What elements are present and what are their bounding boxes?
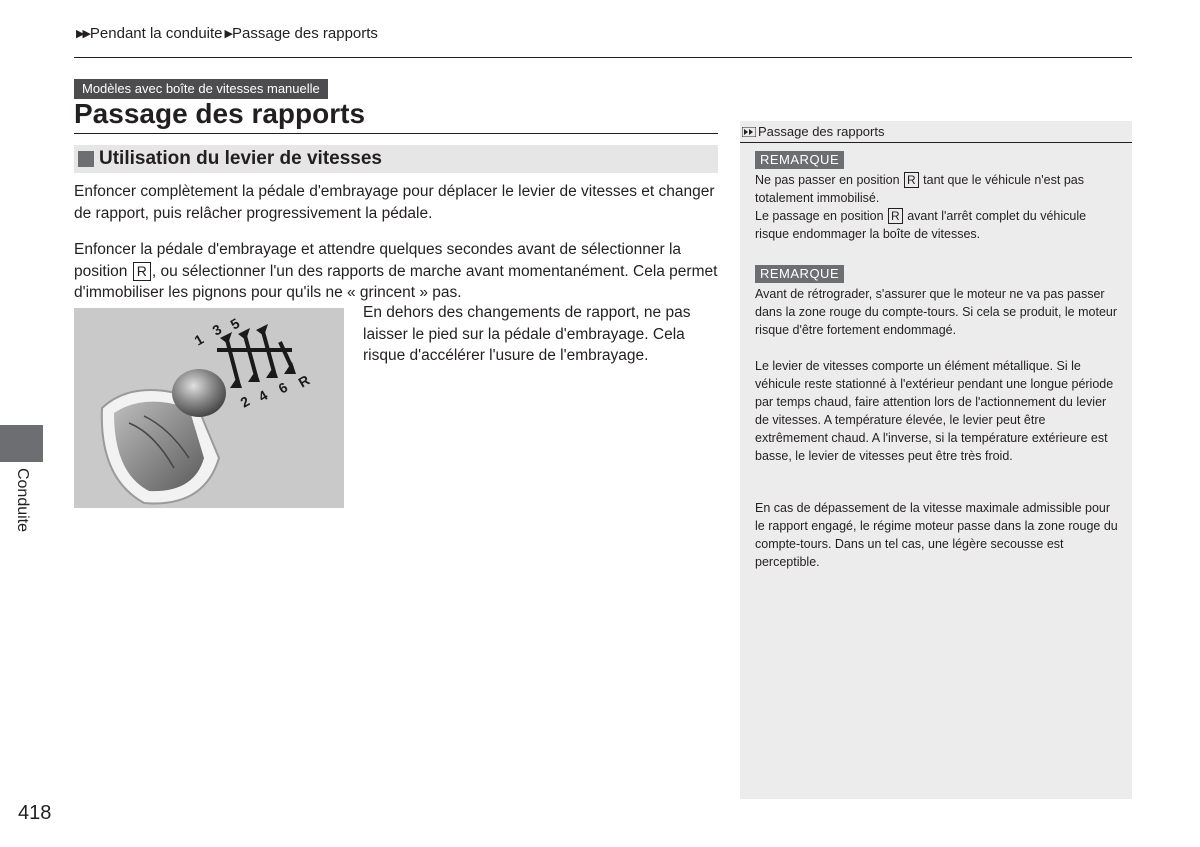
- remark-text: Avant de rétrograder, s'assurer que le moteur ne va pas passer dans la zone rouge du compte-tours. Si cela se produit, le moteur risque d'être fortement endommagé.: [755, 287, 1118, 337]
- reverse-key-icon: R: [904, 172, 919, 188]
- sidebar-header: [740, 121, 1132, 143]
- breadcrumb-arrow-icon: ▶: [224, 28, 231, 40]
- note-overspeed: En cas de dépassement de la vitesse maximale admissible pour le rapport engagé, le régime moteur passe dans la zone rouge du compte-tours. Dans un tel cas, une légère secousse est perceptible.: [755, 501, 1118, 569]
- breadcrumb-arrow-icon: ▶▶: [76, 28, 89, 40]
- gear-label-3: 3: [209, 320, 225, 339]
- gear-label-r: R: [295, 371, 313, 391]
- gear-label-5: 5: [227, 314, 243, 333]
- remark-text: [755, 207, 1120, 243]
- remark-text: [755, 171, 1120, 207]
- remark-block-2: [755, 265, 1120, 339]
- remark-block-1: [755, 151, 1120, 243]
- gear-label-2: 2: [237, 392, 253, 411]
- section-square-icon: [78, 151, 94, 167]
- reverse-key-icon: R: [888, 208, 903, 224]
- remark-text-part: tant que le véhicule n'est pas totalement immobilisé.: [755, 173, 1084, 205]
- section-title: Utilisation du levier de vitesses: [99, 148, 382, 169]
- page-number: 418: [18, 802, 52, 824]
- remark-badge: REMARQUE: [755, 151, 844, 169]
- remark-text-part: avant l'arrêt complet du véhicule risque endommager la boîte de vitesses.: [755, 209, 1087, 241]
- sidebar-notes: [740, 121, 1132, 799]
- header-divider: [74, 57, 1132, 58]
- remark-badge: REMARQUE: [755, 265, 844, 283]
- double-arrow-icon: [742, 127, 756, 137]
- page-title: Passage des rapports: [74, 98, 366, 129]
- paragraph-text: Enfoncer la pédale d'embrayage et attendre quelques secondes avant de sélectionner la position: [74, 241, 682, 280]
- gear-shift-svg: [74, 308, 344, 508]
- chapter-label: Conduite: [14, 467, 31, 533]
- paragraph-clutch: Enfoncer complètement la pédale d'embrayage pour déplacer le levier de vitesses et changer de rapport, puis relâcher progressivement la pédale.: [74, 183, 715, 222]
- gear-label-1: 1: [191, 330, 207, 349]
- note-hot-lever: Le levier de vitesses comporte un élément métallique. Si le véhicule reste stationné à l'extérieur pendant une longue période par temps chaud, faire attention lors de l'actionnement du levier de vitesses. A température élevée, le levier peut être extrêmement chaud. A l'inverse, si la température extérieure est basse, le levier de vitesses peut être très froid.: [755, 359, 1114, 463]
- chapter-tab: [0, 425, 43, 462]
- gear-label-6: 6: [275, 378, 291, 397]
- gear-shift-illustration: [74, 308, 344, 508]
- gear-label-4: 4: [255, 386, 271, 405]
- breadcrumb: [76, 25, 380, 42]
- paragraph-reverse: [74, 239, 724, 304]
- breadcrumb-item-rapports[interactable]: Passage des rapports: [232, 25, 378, 42]
- breadcrumb-item-conduite[interactable]: Pendant la conduite: [89, 25, 223, 42]
- remark-text-part: Le passage en position: [755, 209, 888, 223]
- shift-knob: [172, 369, 226, 417]
- remark-text-part: Ne pas passer en position: [755, 173, 904, 187]
- paragraph-text: , ou sélectionner l'un des rapports de marche avant momentanément. Cela permet d'immobiliser les pignons pour qu'ils ne « grincent » pas.: [74, 262, 718, 301]
- reverse-key-icon: R: [133, 262, 151, 281]
- title-divider: [74, 133, 718, 134]
- model-tag: Modèles avec boîte de vitesses manuelle: [74, 79, 328, 99]
- section-heading: [74, 145, 718, 173]
- paragraph-clutch-wear: En dehors des changements de rapport, ne pas laisser le pied sur la pédale d'embrayage. Cela risque d'accélérer l'usure de l'embrayage.: [363, 304, 691, 364]
- sidebar-header-label: Passage des rapports: [758, 124, 885, 139]
